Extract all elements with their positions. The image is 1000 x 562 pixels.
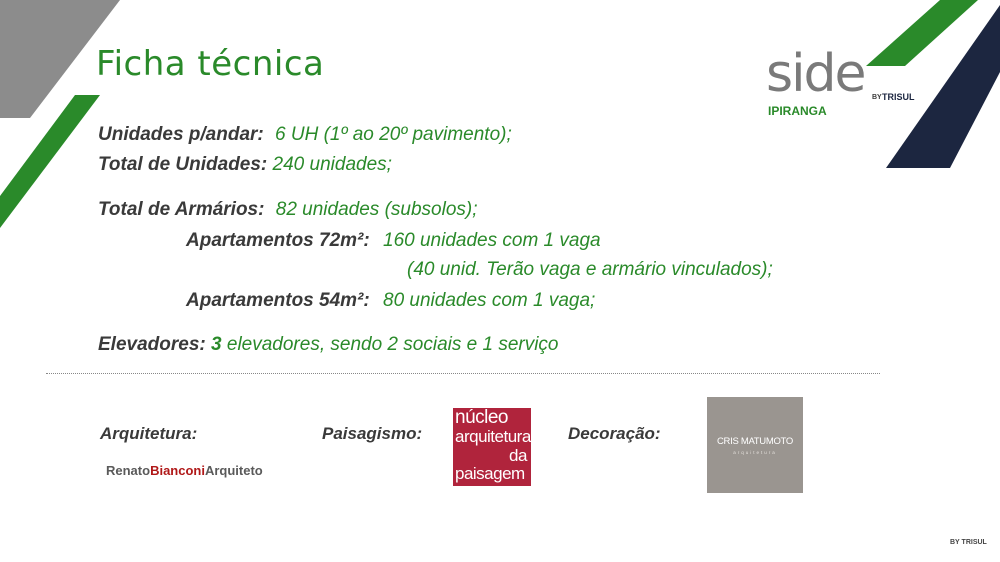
cris-matumoto-logo <box>707 397 803 493</box>
spec-elevadores <box>98 334 559 356</box>
spec-label: Total de Armários: <box>98 199 265 220</box>
spec-label: Total de Unidades: <box>98 154 268 175</box>
spec-count: 3 <box>211 334 222 355</box>
logo-brand: TRISUL <box>882 92 915 102</box>
renato-part-c: Arquiteto <box>204 463 263 478</box>
spec-total-unidades <box>98 154 392 176</box>
spec-label: Unidades p/andar: <box>98 124 264 145</box>
nucleo-logo <box>453 408 531 486</box>
credit-arquitetura: Arquitetura: <box>100 424 198 443</box>
logo-by: BY <box>872 94 882 101</box>
cris-name: CRIS MATUMOTO <box>717 436 793 447</box>
spec-unidades-andar <box>98 124 512 146</box>
spec-value: 6 UH (1º ao 20º pavimento); <box>275 124 512 145</box>
spec-value: elevadores, sendo 2 sociais e 1 serviço <box>226 334 559 355</box>
spec-value: (40 unid. Terão vaga e armário vinculados); <box>407 259 773 280</box>
spec-total-armarios <box>98 199 478 221</box>
spec-value: 160 unidades com 1 vaga <box>383 230 601 251</box>
footer-brand: BY TRISUL <box>950 539 987 546</box>
spec-apto-72-note <box>407 259 773 281</box>
nucleo-line: paisagem <box>455 464 525 483</box>
cris-sub: arquitetura <box>733 450 777 455</box>
dotted-divider <box>46 373 880 374</box>
spec-value: 82 unidades (subsolos); <box>275 199 478 220</box>
spec-label: Apartamentos 54m²: <box>186 290 370 311</box>
credit-decoracao: Decoração: <box>568 424 661 443</box>
credit-paisagismo: Paisagismo: <box>322 424 423 443</box>
nucleo-line: da <box>509 446 527 465</box>
spec-apto-54 <box>186 290 595 312</box>
side-ipiranga-logo <box>766 44 916 122</box>
spec-value: 80 unidades com 1 vaga; <box>383 290 596 311</box>
spec-label: Apartamentos 72m²: <box>186 230 370 251</box>
spec-value: 240 unidades; <box>272 154 392 175</box>
spec-label: Elevadores: <box>98 334 206 355</box>
renato-part-b: Bianconi <box>150 463 205 478</box>
nucleo-line: arquitetura <box>455 427 531 446</box>
renato-bianconi-logo <box>106 463 263 478</box>
nucleo-line: núcleo <box>455 408 508 428</box>
renato-part-a: Renato <box>106 463 151 478</box>
logo-sub: IPIRANGA <box>768 104 827 118</box>
page-title: Ficha técnica <box>96 44 325 84</box>
logo-word: side <box>766 44 865 104</box>
spec-apto-72 <box>186 230 601 252</box>
